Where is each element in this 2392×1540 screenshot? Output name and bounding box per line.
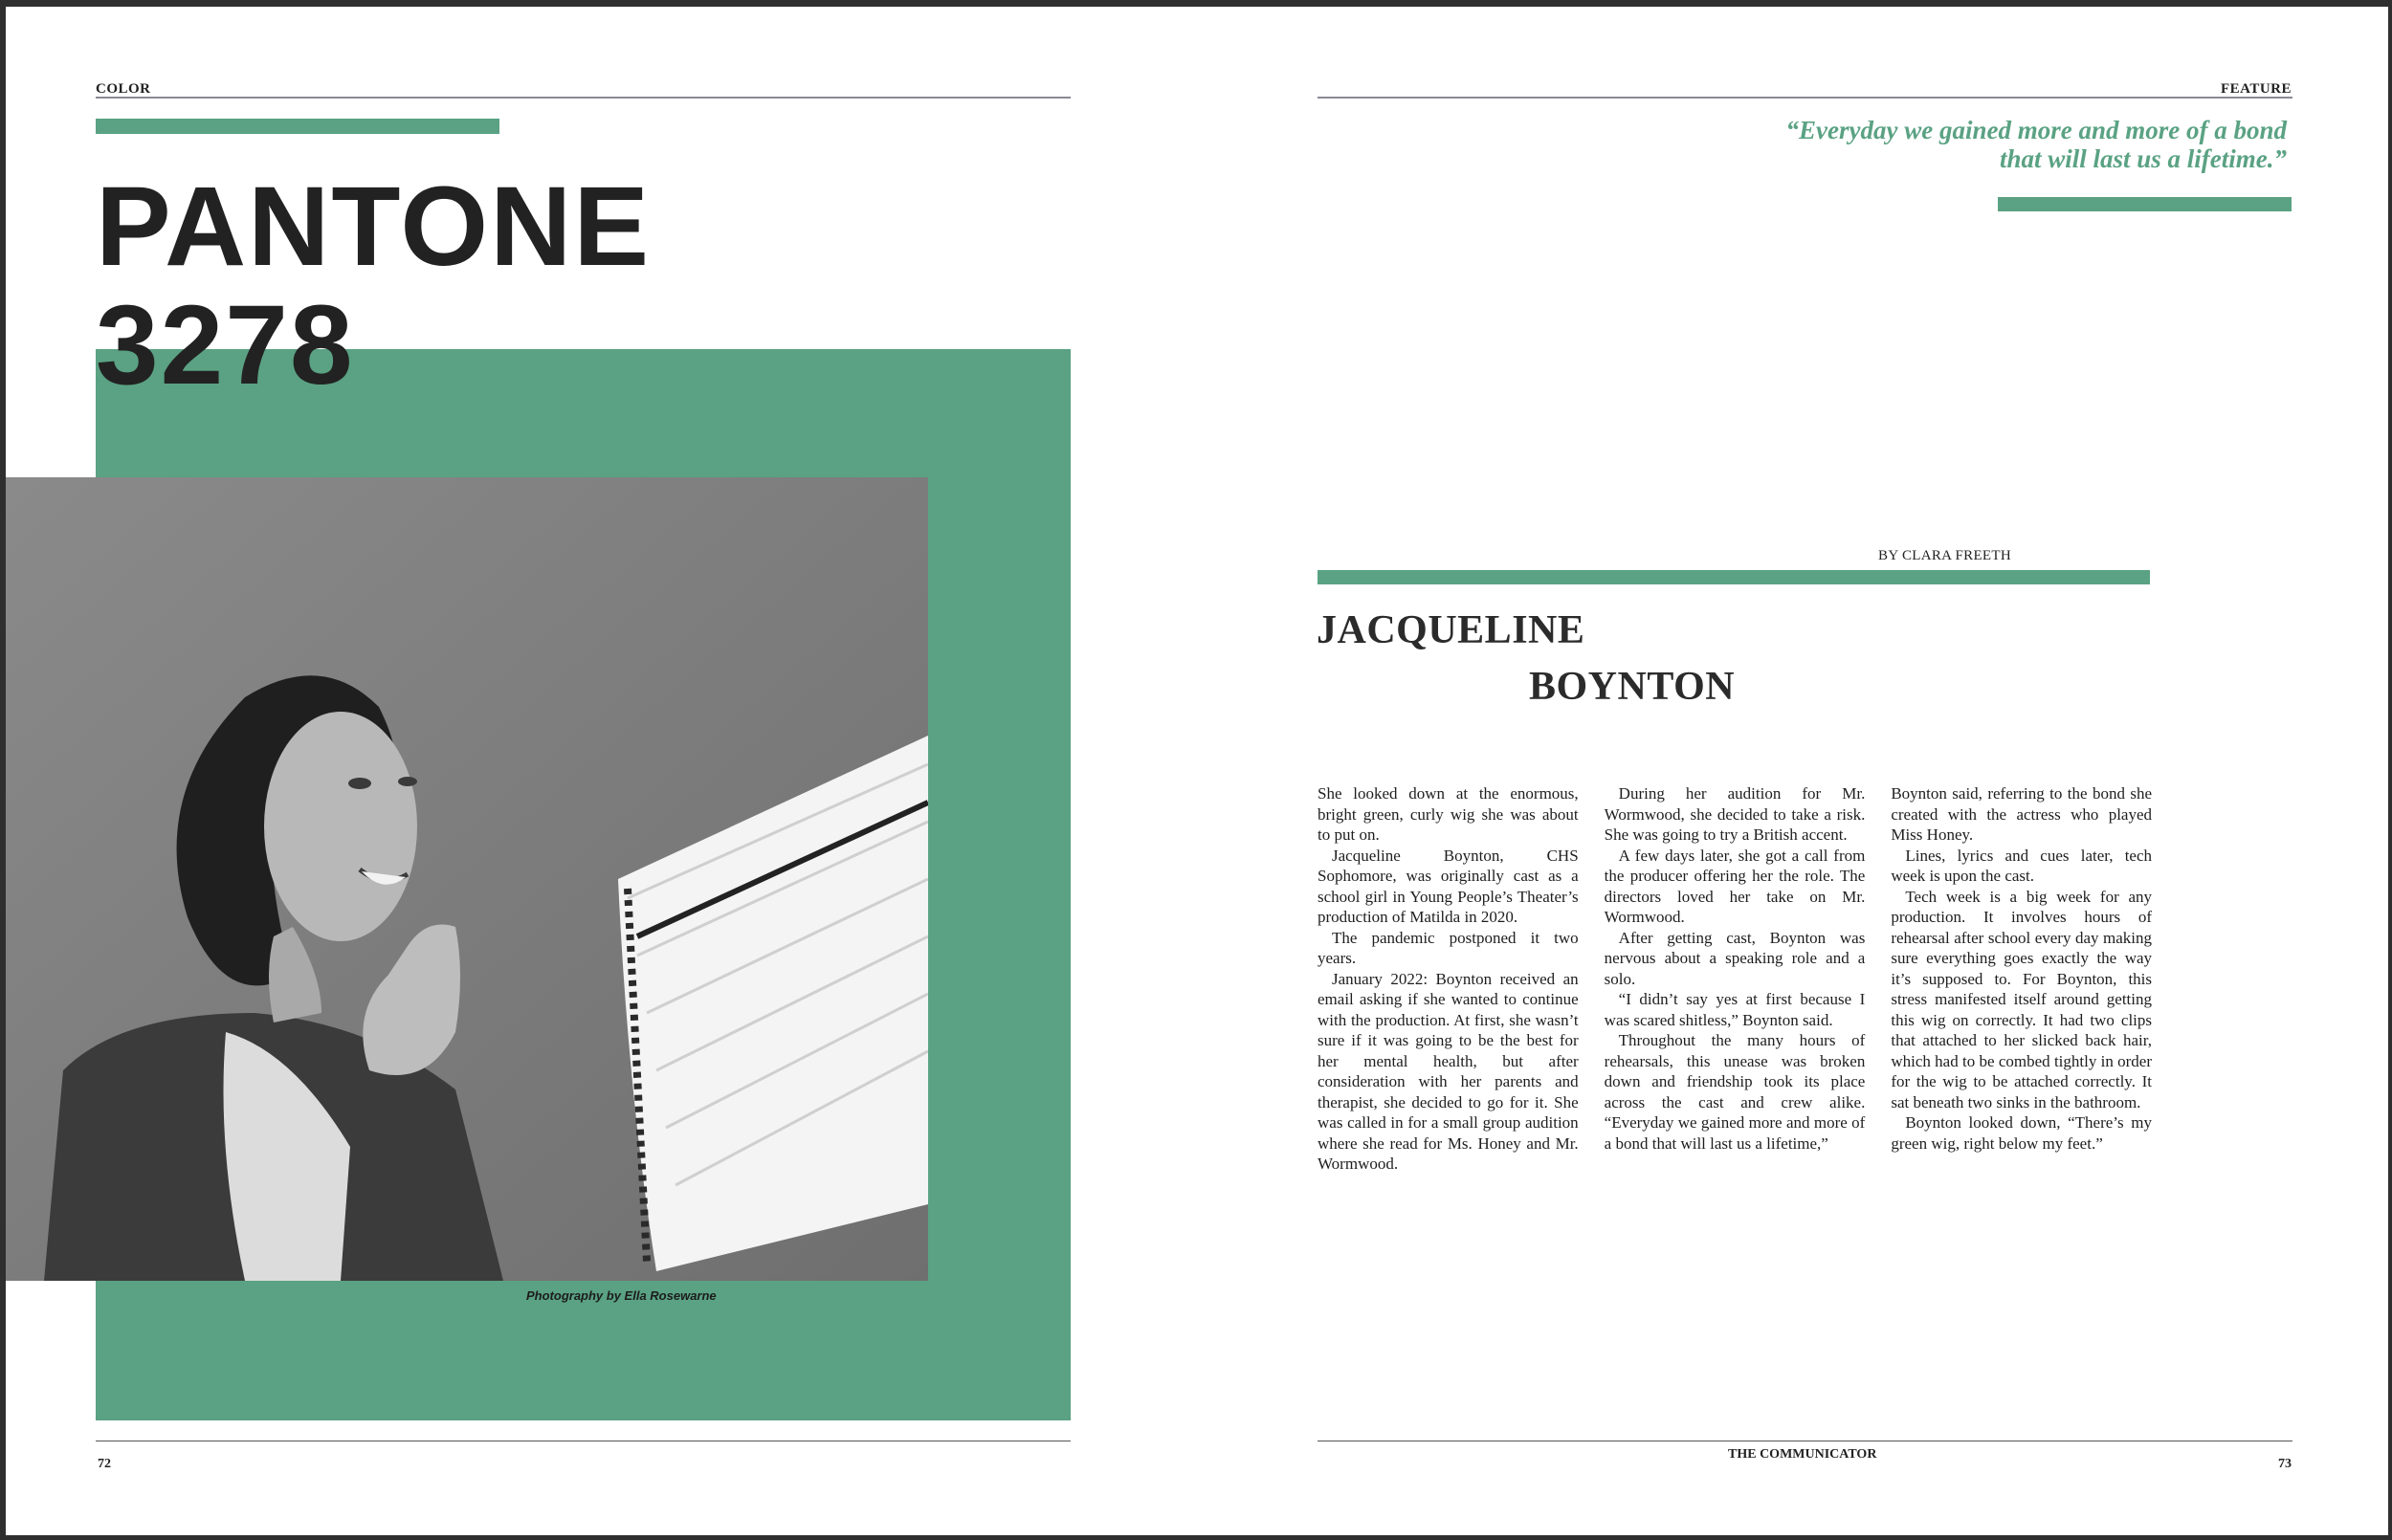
section-label-right: FEATURE [2220,81,2292,97]
paragraph: After getting cast, Boynton was nervous about a speaking role and a solo. [1604,928,1866,988]
accent-bar-top-left [96,119,499,134]
magazine-spread [6,7,2388,1535]
article-column-1 [1318,783,1579,1175]
headline-first-name: JACQUELINE [1317,608,1585,652]
title-line-pantone: PANTONE [96,164,652,290]
paragraph: Boynton looked down, “There’s my green wig, right below my feet.” [1891,1113,2153,1153]
paragraph: Lines, lyrics and cues later, tech week is upon the cast. [1891,846,2153,885]
portrait-photo [6,477,928,1281]
paragraph: She looked down at the enormous, bright green, curly wig she was about to put on. [1318,784,1579,844]
title-line-number: 3278 [96,282,355,408]
page-title [96,164,652,408]
paragraph: The pandemic postponed it two years. [1318,928,1579,967]
pull-quote [1617,116,2287,173]
headline-last-name: BOYNTON [1529,665,1736,709]
paragraph: Throughout the many hours of rehearsals, this unease was broken down and friendship took its place across the cast and crew alike. “Everyday we gained more and more of a bond that will last us a lifetime,” [1604,1031,1866,1153]
page-number-left: 72 [98,1457,111,1471]
article-column-2 [1605,783,1866,1175]
header-rule-right [1318,97,2292,99]
publication-name: THE COMMUNICATOR [1728,1447,1877,1462]
pull-quote-line-2: that will last us a lifetime.” [1999,144,2287,173]
portrait-illustration [6,477,928,1281]
paragraph: During her audition for Mr. Wormwood, she decided to take a risk. She was going to try a British accent. [1604,784,1866,844]
byline: BY CLARA FREETH [1878,548,2011,563]
paragraph: January 2022: Boynton received an email asking if she wanted to continue with the production. At first, she wasn’t sure if it was going to be the best for her mental health, but after consideration with her parents and therapist, she decided to go for it. She was called in for a small group audition where she read for Ms. Honey and Mr. Wormwood. [1318,969,1579,1173]
paragraph: “I didn’t say yes at first because I was scared shitless,” Boynton said. [1604,990,1866,1029]
header-rule-left [96,97,1071,99]
article-body [1318,783,2152,1175]
photo-credit: Photography by Ella Rosewarne [526,1288,717,1303]
accent-bar-quote [1998,197,2292,211]
paragraph: Jacqueline Boynton, CHS Sophomore, was originally cast as a school girl in Young People’s Theater’s production of Matilda in 2020. [1318,846,1579,926]
paragraph: A few days later, she got a call from the producer offering her the role. The directors loved her take on Mr. Wormwood. [1604,846,1866,926]
pull-quote-line-1: “Everyday we gained more and more of a bond [1785,116,2287,144]
page-number-right: 73 [2278,1457,2292,1471]
section-label-left: COLOR [96,81,151,97]
paragraph: Tech week is a big week for any production. It involves hours of rehearsal after school every day making sure everything goes exactly the way it’s supposed to. For Boynton, this stress manifested itself around getting this wig on correctly. It had two clips that attached to her slicked back hair, which had to be combed tightly in order for the wig to be attached correctly. It sat beneath two sinks in the bathroom. [1891,887,2153,1111]
paragraph: Boynton said, referring to the bond she created with the actress who played Miss Honey. [1891,784,2153,844]
article-column-3 [1891,783,2152,1175]
accent-bar-headline [1318,570,2150,584]
